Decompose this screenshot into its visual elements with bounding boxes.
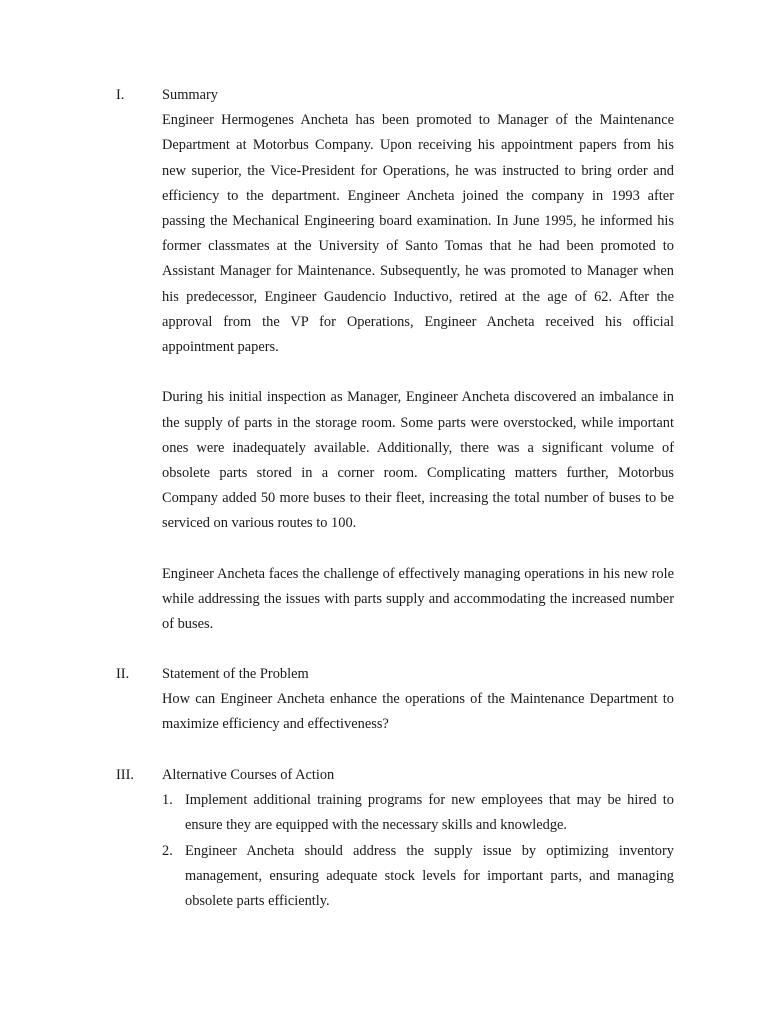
list-item-number: 1. (162, 792, 173, 809)
problem-statement: How can Engineer Ancheta enhance the operations of the Maintenance Department to maximize efficiency and effectiveness? (162, 691, 674, 733)
section-numeral: II. (116, 666, 130, 682)
list-item-text: Implement additional training programs for new employees that may be hired to ensure they are equipped with the necessary skills and knowledge. (185, 792, 674, 834)
summary-paragraph-3: Engineer Ancheta faces the challenge of effectively managing operations in his new role while addressing the issues with parts supply and accommodating the increased number of buses. (162, 565, 674, 633)
section-heading: Summary (162, 87, 218, 103)
section-heading: Statement of the Problem (162, 666, 309, 682)
section-heading: Alternative Courses of Action (162, 767, 335, 783)
summary-paragraph-1: Engineer Hermogenes Ancheta has been promoted to Manager of the Maintenance Department at Motorbus Company. Upon receiving his appointment papers from his new superior, the Vice-President for Operations, he was instructed to bring order and efficiency to the department. Engineer Ancheta joined the company in 1993 after passing the Mechanical Engineering board examination. In June 1995, he informed his former classmates at the University of Santo Tomas that he had been promoted to Assistant Manager for Maintenance. Subsequently, he was promoted to Manager when his predecessor, Engineer Gaudencio Inductivo, retired at the age of 62. After the approval from the VP for Operations, Engineer Ancheta received his official appointment papers. (162, 112, 674, 356)
section-numeral: I. (116, 87, 125, 103)
section-body (162, 763, 674, 914)
list-item (162, 839, 674, 915)
list-item-number: 2. (162, 842, 173, 859)
list-item (162, 788, 674, 838)
section-numeral: III. (116, 767, 134, 783)
list-item-text: Engineer Ancheta should address the supply issue by optimizing inventory management, ensuring adequate stock levels for important parts, and managing obsolete parts efficiently. (185, 842, 674, 910)
section-body (162, 662, 674, 738)
section-body (162, 83, 674, 637)
summary-paragraph-2: During his initial inspection as Manager, Engineer Ancheta discovered an imbalance in the supply of parts in the storage room. Some parts were overstocked, while important ones were inadequately available. Additionally, there was a significant volume of obsolete parts stored in a corner room. Complicating matters further, Motorbus Company added 50 more buses to their fleet, increasing the total number of buses to be serviced on various routes to 100. (162, 389, 674, 532)
